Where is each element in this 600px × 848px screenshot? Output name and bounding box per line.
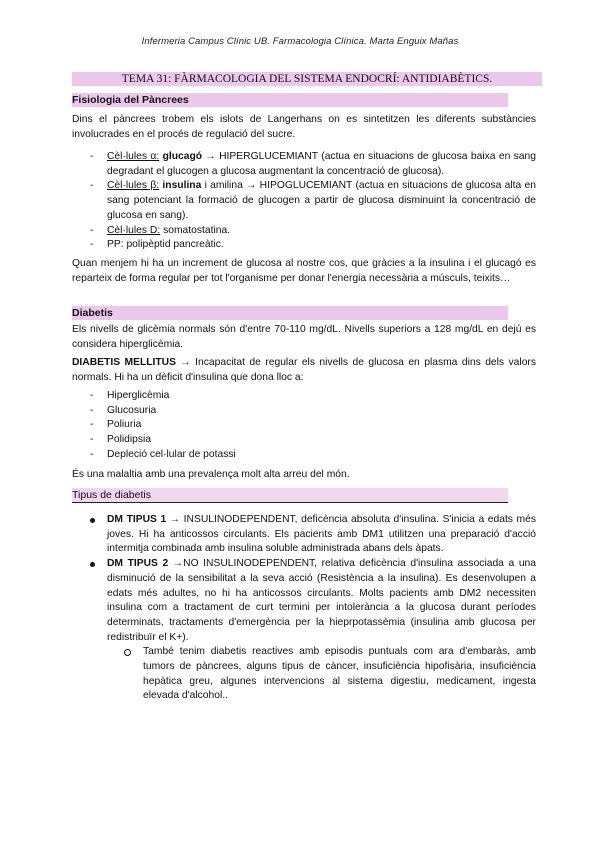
list-item: - Polidipsia — [90, 434, 152, 446]
fisiologia-intro: Dins el pàncrees trobem els islots de Langerhans on es sintetitzen les diferents substàncies involucrades en el procés de regulació del sucre. — [72, 114, 536, 140]
fisiologia-closing: Quan menjem hi ha un increment de glucosa al nostre cos, que gràcies a la insulina i el glucagó es reparteix de forma regular per tot l'organisme per donar l'energia necessària a músculs, teixits… — [72, 258, 536, 284]
list-item: - PP: polipèptid pancreàtic. — [90, 239, 224, 251]
section-heading-tipus: Tipus de diabetis — [72, 488, 508, 503]
mellitus-definition: DIABETIS MELLITUS → Incapacitat de regular els nivells de glucosa en plasma dins dels valors normals. Hi ha un dèficit d'insulina que dona lloc a: — [72, 357, 536, 383]
symptoms-list — [72, 389, 536, 463]
section-heading-diabetis: Diabetis — [72, 306, 508, 320]
prevalence-note: És una malaltia amb una prevalença molt alta arreu del món. — [72, 469, 350, 480]
topic-title: TEMA 31: FÀRMACOLOGIA DEL SISTEMA ENDOCRÍ: ANTIDIABÈTICS. — [72, 72, 542, 86]
list-item: - Depleció cel·lular de potassi — [90, 448, 236, 460]
glycemia-levels: Els nivells de glicèmia normals són d'entre 70-110 mg/dL. Nivells superiors a 128 mg/dL en dejú es considera hiperglicèmia. — [72, 324, 536, 350]
list-item-dm1: DM TIPUS 1 → INSULINODEPENDENT, deficència absoluta d'insulina. S'inicia a edats més joves. Hi ha anticossos circulants. Els pacients amb DM1 utilitzen una preparació d'acció intermitja combinada amb insulina soluble administrada abans dels àpats. — [72, 513, 536, 557]
bullet-icon — [90, 518, 95, 523]
list-item: - Glucosuria — [90, 404, 157, 416]
page-header: Infermeria Campus Clínic UB. Farmacologia Clínica. Marta Enguix Mañas — [141, 36, 459, 47]
list-item: - Cèl·lules β: insulina i amilina → HIPOGLUCEMIANT (actua en situacions de glucosa alta en sang potenciant la formació de glucogen a partir de glucosa disminuint la concentració de glucosa en sang). — [90, 180, 536, 221]
list-item: - Cèl·lules D: somatostatina. — [90, 224, 231, 236]
bullet-icon — [90, 562, 95, 567]
cell-types-list — [72, 150, 536, 253]
list-item: - Hiperglicèmia — [90, 390, 170, 401]
list-item-dm2: DM TIPUS 2 →NO INSULINODEPENDENT, relativa deficència d'insulina associada a una disminució de la sensibilitat a la seva acció (Resistència a la insulina). Es desenvolupen a edats més adultes, no hi ha anticossos circulants. Molts pacients amb DM2 necessiten insulina com a tractament de curt termini per intolerància a la glucosa durant períodes determinats, tractaments d'emergència per la hieprpotassèmia (insulina amb glucosa per redistribuïr el K+). També tenim diabetis reactives amb episodis puntuals com ara d'embaràs, amb tumors de pàncrees, alguns tipus de càncer, insuficiència hipofisària, insuficiència hepàtica greu, algunes intervencions al sistema digestiu, medicament, ingesta elevada d'alcohol.. — [72, 557, 536, 704]
list-item: - Cèl·lules α: glucagó → HIPERGLUCEMIANT (actua en situacions de glucosa baixa en sang degradant el glucogen a glucosa augmentant la concentració de glucosa). — [90, 151, 536, 177]
section-heading-fisiologia: Fisiologia del Pàncrees — [72, 93, 508, 107]
hollow-bullet-icon — [124, 649, 131, 656]
diabetes-types-list — [72, 513, 536, 704]
sub-item-other-diabetes: També tenim diabetis reactives amb episodis puntuals com ara d'embaràs, amb tumors de pàncrees, alguns tipus de càncer, insuficiència hipofisària, insuficiència hepàtica greu, algunes intervencions al sistema digestiu, medicament, ingesta elevada d'alcohol.. — [107, 645, 536, 704]
list-item: - Poliuria — [90, 419, 142, 431]
